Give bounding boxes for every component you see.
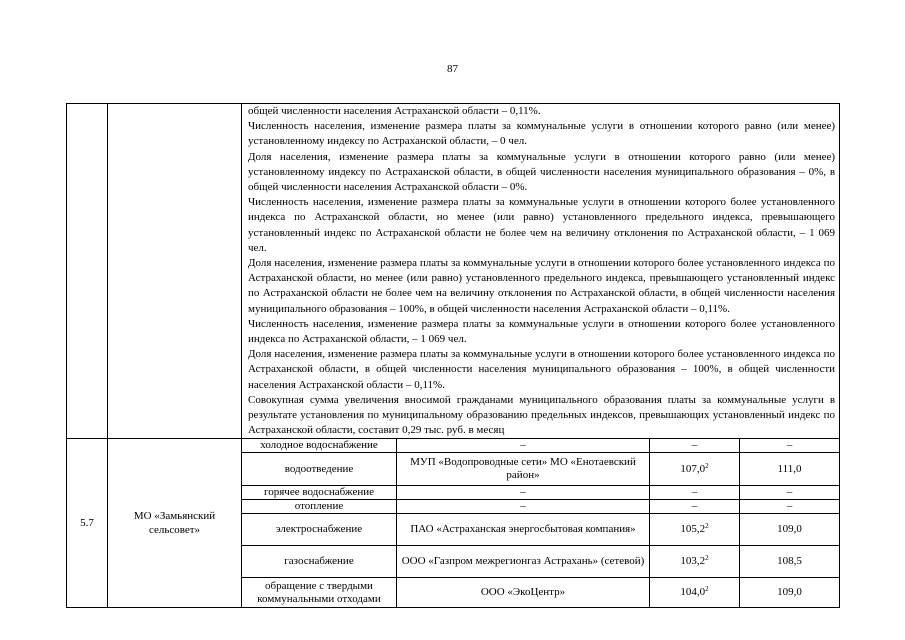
paragraph: Совокупная сумма увеличения вносимой гражданами муниципального образования платы за коммунальные услуги в результате установления по муниципальному образованию предельных индексов, превышающих установленный индекс по Астраханской области, составит 0,29 тыс. руб. в месяц [248, 393, 836, 437]
tariff-growth-value [650, 439, 740, 453]
document-table [66, 103, 840, 608]
organization-name: МУП «Водопроводные сети» МО «Енотаевский район» [397, 453, 650, 486]
organization-name: ПАО «Астраханская энергосбытовая компания» [397, 514, 650, 546]
organization-name: ООО «ЭкоЦентр» [397, 578, 650, 608]
limit-index-value: 109,0 [740, 578, 840, 608]
value-text: – [691, 439, 698, 452]
paragraph: Доля населения, изменение размера платы за коммунальные услуги в отношении которого более установленного индекса по Астраханской области, но менее (или равно) установленного предельного индекса, превышающего установленный индекс по Астраханской области не более чем на величину отклонения по Астраханской области, в общей численности населения муниципального образования – 100%, в общей численности населения Астраханской области – 0,11%. [248, 257, 836, 315]
paragraph: общей численности населения Астраханской области – 0,11%. [248, 105, 541, 117]
value-text: 105,2 [680, 523, 706, 536]
paragraph: Численность населения, изменение размера платы за коммунальные услуги в отношении которого равно (или менее) установленному индексу по Астраханской области, – 0 чел. [248, 120, 836, 148]
empty-municipality-cell [108, 104, 242, 439]
organization-name: – [397, 439, 650, 453]
value-text: – [691, 486, 698, 499]
value-text: – [691, 500, 698, 513]
paragraph: Численность населения, изменение размера платы за коммунальные услуги в отношении которого более установленного индекса по Астраханской области, но менее (или равно) установленного предельного индекса, превышающего установленный индекс по Астраханской области не более чем на величину отклонения по Астраханской области, – 1 069 чел. [248, 196, 836, 254]
limit-index-value: 109,0 [740, 514, 840, 546]
service-name: электроснабжение [242, 514, 397, 546]
assessment-text-cell [242, 104, 840, 439]
service-name: холодное водоснабжение [242, 439, 397, 453]
organization-name: – [397, 500, 650, 514]
empty-number-cell [67, 104, 108, 439]
tariff-growth-value [650, 453, 740, 486]
limit-index-value: 108,5 [740, 546, 840, 578]
organization-name: – [397, 486, 650, 500]
page-number: 87 [447, 63, 458, 75]
service-name: газоснабжение [242, 546, 397, 578]
footnote-mark: 2 [705, 461, 709, 470]
tariff-growth-value [650, 578, 740, 608]
footnote-mark: 2 [705, 522, 709, 531]
value-text: 107,0 [680, 462, 706, 475]
organization-name: ООО «Газпром межрегионгаз Астрахань» (сетевой) [397, 546, 650, 578]
footnote-mark: 2 [705, 554, 709, 563]
limit-index-value: – [740, 486, 840, 500]
limit-index-value: – [740, 439, 840, 453]
footnote-mark: 2 [705, 585, 709, 594]
tariff-growth-value [650, 500, 740, 514]
service-name: водоотведение [242, 453, 397, 486]
paragraph: Доля населения, изменение размера платы за коммунальные услуги в отношении которого более установленного индекса по Астраханской области, в общей численности населения муниципального образования – 100%, в общей численности населения Астраханской области – 0,11%. [248, 348, 836, 391]
table-row [67, 439, 840, 453]
service-name: обращение с твердыми коммунальными отходами [242, 578, 397, 608]
service-name: отопление [242, 500, 397, 514]
upper-text-row [67, 104, 840, 439]
value-text: 103,2 [680, 555, 706, 568]
section-number: 5.7 [67, 439, 108, 608]
tariff-growth-value [650, 486, 740, 500]
municipality-name: МО «Замьянский сельсовет» [108, 439, 242, 608]
value-text: 104,0 [680, 586, 706, 599]
tariff-growth-value [650, 546, 740, 578]
limit-index-value: – [740, 500, 840, 514]
tariff-growth-value [650, 514, 740, 546]
paragraph: Численность населения, изменение размера платы за коммунальные услуги в отношении которого более установленного индекса по Астраханской области, – 1 069 чел. [248, 317, 836, 346]
paragraph: Доля населения, изменение размера платы за коммунальные услуги в отношении которого равно (или менее) установленному индексу по Астраханской области, в общей численности населения муниципального образования – 0%, в общей численности населения Астраханской области – 0%. [248, 150, 836, 194]
limit-index-value: 111,0 [740, 453, 840, 486]
service-name: горячее водоснабжение [242, 486, 397, 500]
